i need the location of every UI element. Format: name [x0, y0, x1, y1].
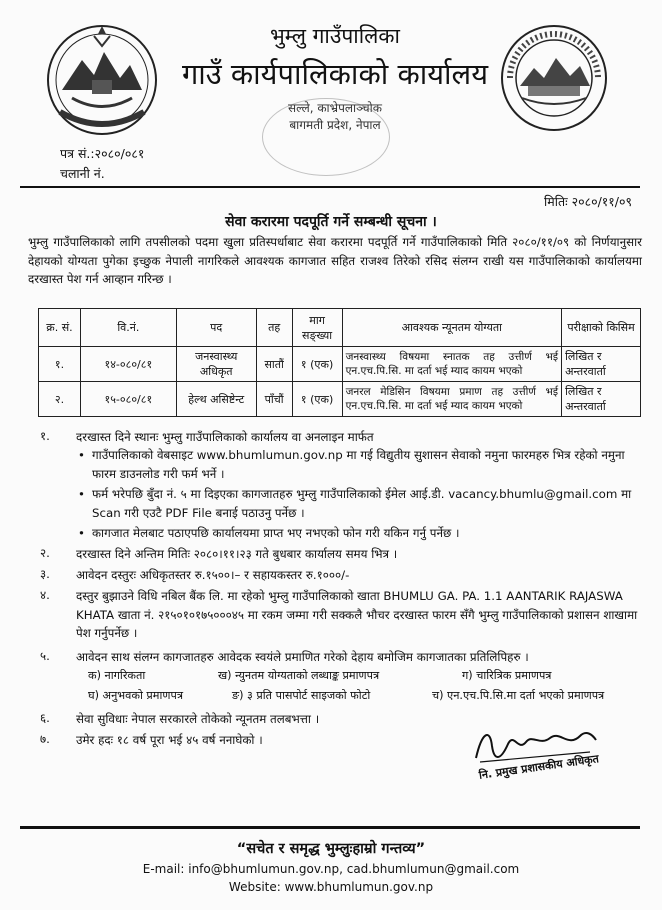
- table-row: [39, 382, 641, 417]
- doc-citizenship: क) नागरिकता: [88, 669, 146, 682]
- doc-nhpc: च) एन.एच.पि.सि.मा दर्ता भएको प्रमाणपत्र: [432, 689, 605, 702]
- nepal-emblem-logo: [42, 20, 162, 140]
- point-7-number: ७.: [40, 732, 50, 746]
- point-3-text: आवेदन दस्तुरः अधिकृतस्तर रु.१५००।– र सहायकस्तर रु.१०००/-: [76, 568, 350, 582]
- notice-date: मितिः २०८०/११/०९: [544, 194, 632, 209]
- cell-count: १ (एक): [292, 382, 342, 417]
- cell-qualification: जनरल मेडिसिन विषयमा प्रमाण तह उत्तीर्ण भई एन.एच.पि.सि. मा दर्ता भई म्याद कायम भएको: [342, 382, 561, 417]
- point-6-number: ६.: [40, 711, 50, 725]
- signature-label: नि. प्रमुख प्रशासकीय अधिकृत: [478, 752, 600, 782]
- doc-character: ग) चारित्रिक प्रमाणपत्र: [462, 669, 552, 682]
- point-1-number: १.: [40, 429, 50, 443]
- point-5-text: आवेदन साथ संलग्न कागजातहरु आवेदक स्वयंले प्रमाणित गरेको देहाय बमोजिम कागजातका प्रतिलिपिहरु ।: [76, 650, 529, 664]
- cell-post: हेल्थ असिष्टेन्ट: [176, 382, 256, 417]
- col-post: पद: [176, 309, 256, 347]
- cell-vinum: १५-०८०/८१: [80, 382, 176, 417]
- col-sn: क्र. सं.: [39, 309, 81, 347]
- bullet-download-form: • गाउँपालिकाको वेबसाइट www.bhumlumun.gov.np मा गई विद्युतीय सुशासन सेवाको नमुना फारमहरु भित्र रहेको नमुना फारम डाउनलोड गरी फर्म भर्ने ।: [92, 446, 637, 483]
- cell-sn: २.: [39, 382, 81, 417]
- col-level: तह: [256, 309, 292, 347]
- cell-exam: लिखित र अन्तरवार्ता: [562, 382, 641, 417]
- footer-email: E-mail: info@bhumlumun.gov.np, cad.bhumlumun@gmail.com: [142, 862, 520, 876]
- doc-experience: घ) अनुभवको प्रमाणपत्र: [88, 689, 183, 702]
- col-exam: परीक्षाको किसिम: [562, 309, 641, 347]
- col-count: माग सङ्ख्या: [292, 309, 342, 347]
- table-row: [39, 347, 641, 382]
- cell-level: सातौं: [256, 347, 292, 382]
- address-line-1: सल्ले, काभ्रेपलाञ्चोक: [288, 101, 382, 115]
- cell-sn: १.: [39, 347, 81, 382]
- municipality-seal-logo: [498, 22, 610, 134]
- cell-qualification: जनस्वास्थ्य विषयमा स्नातक तह उत्तीर्ण भई एन.एच.पि.सि. मा दर्ता भई म्याद कायम भएको: [342, 347, 561, 382]
- col-vinum: वि.नं.: [80, 309, 176, 347]
- table-header-row: [39, 309, 641, 347]
- cell-count: १ (एक): [292, 347, 342, 382]
- doc-marksheet: ख) न्युनतम योग्यताको लब्धाङ्क प्रमाणपत्र: [218, 669, 380, 682]
- header-divider: [20, 186, 640, 188]
- chalani-number: चलानी नं.: [60, 166, 105, 181]
- bullet-confirm-call: • कागजात मेलबाट पठाएपछि कार्यालयमा प्राप्त भए नभएको फोन गरी यकिन गर्नु पर्नेछ ।: [92, 524, 637, 543]
- point-6-text: सेवा सुविधाः नेपाल सरकारले तोकेको न्यूनतम तलबभत्ता ।: [76, 712, 320, 726]
- footer-divider: [20, 826, 640, 829]
- point-3-number: ३.: [40, 567, 50, 581]
- cell-exam: लिखित र अन्तरवार्ता: [562, 347, 641, 382]
- patra-number: पत्र सं.:२०८०/०८१: [60, 146, 145, 161]
- point-2-text: दरखास्त दिने अन्तिम मितिः २०८०।११।२३ गते बुधबार कार्यालय समय भित्र ।: [76, 547, 398, 561]
- address-line-2: बागमती प्रदेश, नेपाल: [289, 118, 381, 132]
- cell-level: पाँचौं: [256, 382, 292, 417]
- municipality-name: भुम्लु गाउँपालिका: [270, 24, 400, 48]
- col-qualification: आवश्यक न्यूनतम योग्यता: [342, 309, 561, 347]
- notice-title: सेवा करारमा पदपूर्ति गर्ने सम्बन्धी सूचना ।: [225, 214, 437, 230]
- point-4-text: दस्तुर बुझाउने विधि नबिल बैंक लि. मा रहेको भुम्लु गाउँपालिकाको खाता BHUMLU GA. PA. 1.1 AANTARIK RAJASWA KHATA खाता नं. २१५०१०१७५०००४५ मा रकम जम्मा गरी सक्कलै भौचर दरखास्त फारम सँगै भुम्लु गाउँपालिकाको प्रशासन शाखामा पेश गर्नुपर्नेछ ।: [76, 589, 638, 640]
- vacancy-table: [38, 308, 641, 417]
- footer-website: Website: www.bhumlumun.gov.np: [228, 880, 434, 894]
- cell-vinum: १४-०८०/८१: [80, 347, 176, 382]
- cell-post: जनस्वास्थ्य अधिकृत: [176, 347, 256, 382]
- point-1-text: दरखास्त दिने स्थानः भुम्लु गाउँपालिकाको कार्यालय वा अनलाइन मार्फत: [76, 430, 374, 444]
- doc-photo: ङ) ३ प्रति पासपोर्ट साइजको फोटो: [232, 689, 371, 702]
- notice-intro: भुम्लु गाउँपालिकाको लागि तपसीलको पदमा खुला प्रतिस्पर्धाबाट सेवा करारमा पदपूर्ति गर्ने गाउँपालिकाको मिति २०८०/११/०९ को निर्णयानुसार देहायको योग्यता पुगेका इच्छुक नेपाली नागरिकले आवश्यक कागजात सहित राजश्व तिरेको रसिद संलग्न राखी यस गाउँपालिकाको कार्यालयमा दरखास्त पेश गर्न आव्हान गरिन्छ ।: [28, 235, 642, 286]
- point-7-text: उमेर हदः १८ वर्ष पूरा भई ४५ वर्ष ननाघेको ।: [76, 733, 263, 747]
- office-name: गाउँ कार्यपालिकाको कार्यालय: [181, 57, 489, 91]
- bullet-email-docs: • फर्म भरेपछि बुँदा नं. ५ मा दिइएका कागजातहरु भुम्लु गाउँपालिकाको ईमेल आई.डी. vacancy.bhumlu@gmail.com मा Scan गरी एउटै PDF File बनाई पठाउनु पर्नेछ ।: [92, 485, 637, 522]
- slogan: “सचेत र समृद्ध भुम्लुःहाम्रो गन्तव्य”: [236, 841, 426, 857]
- point-5-number: ५.: [40, 649, 50, 663]
- point-4-number: ४.: [40, 588, 50, 602]
- office-stamp: [262, 98, 390, 176]
- point-2-number: २.: [40, 546, 50, 560]
